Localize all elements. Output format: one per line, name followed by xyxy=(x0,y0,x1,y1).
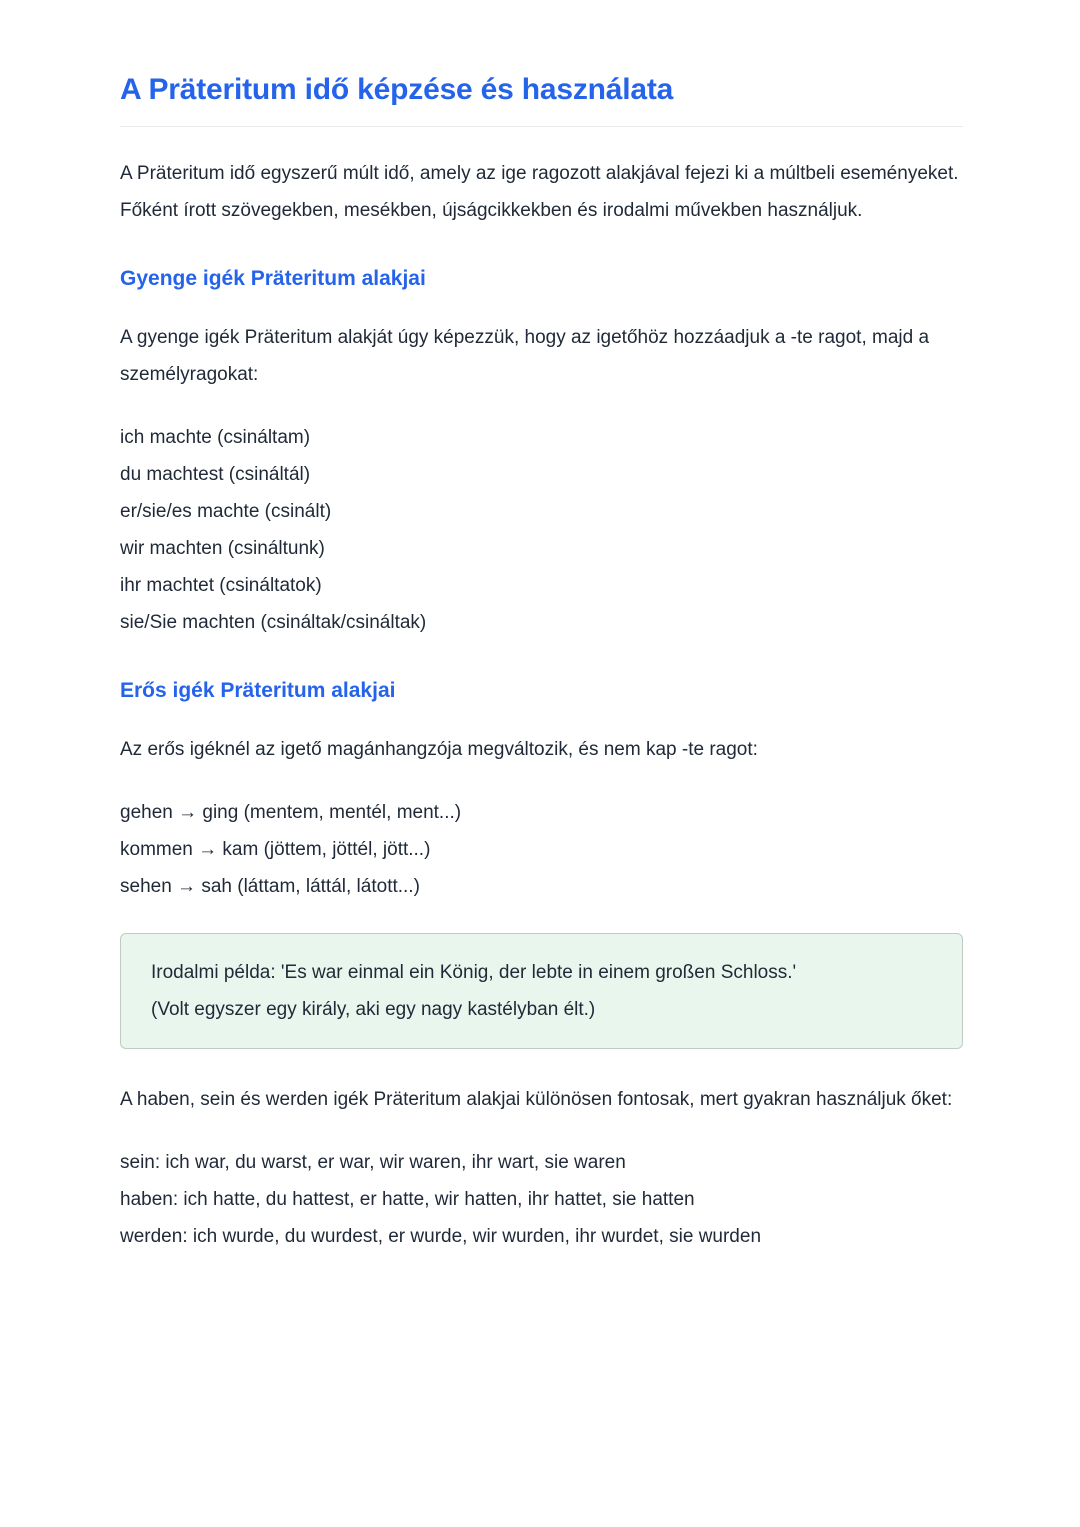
section-important-verbs xyxy=(120,1081,963,1255)
literary-example-callout xyxy=(120,933,963,1049)
weak-verbs-heading: Gyenge igék Präteritum alakjai xyxy=(120,267,426,290)
callout-translation: (Volt egyszer egy király, aki egy nagy kastélyban élt.) xyxy=(151,999,596,1020)
conjugation-line: ich machte (csináltam) xyxy=(120,427,311,448)
verb-example-line: kommen → kam (jöttem, jöttél, jött...) xyxy=(120,839,431,860)
strong-verbs-heading: Erős igék Präteritum alakjai xyxy=(120,679,396,702)
conjugation-line: sie/Sie machten (csináltak/csináltak) xyxy=(120,612,427,633)
important-verbs-paragraph: A haben, sein és werden igék Präteritum alakjai különösen fontosak, mert gyakran használjuk őket: xyxy=(120,1089,953,1110)
conjugation-line: er/sie/es machte (csinált) xyxy=(120,501,332,522)
verb-forms-line: werden: ich wurde, du wurdest, er wurde, wir wurden, ihr wurdet, sie wurden xyxy=(120,1226,762,1247)
conjugation-line: du machtest (csináltál) xyxy=(120,464,311,485)
intro-paragraph: A Präteritum idő egyszerű múlt idő, amely az ige ragozott alakjával fejezi ki a múltbeli eseményeket. Főként írott szövegekben, mesékben, újságcikkekben és irodalmi művekben használjuk. xyxy=(120,163,959,221)
section-weak-verbs xyxy=(120,265,963,641)
verb-forms-line: haben: ich hatte, du hattest, er hatte, wir hatten, ihr hattet, sie hatten xyxy=(120,1189,695,1210)
weak-verbs-conjugation-list xyxy=(120,419,963,641)
conjugation-line: ihr machtet (csináltatok) xyxy=(120,575,322,596)
weak-verbs-paragraph: A gyenge igék Präteritum alakját úgy képezzük, hogy az igetőhöz hozzáadjuk a -te ragot, majd a személyragokat: xyxy=(120,327,930,385)
verb-example-line: sehen → sah (láttam, láttál, látott...) xyxy=(120,876,420,897)
verb-forms-line: sein: ich war, du warst, er war, wir waren, ihr wart, sie waren xyxy=(120,1152,626,1173)
strong-verbs-paragraph: Az erős igéknél az igető magánhangzója megváltozik, és nem kap -te ragot: xyxy=(120,739,758,760)
callout-quote: Irodalmi példa: 'Es war einmal ein König, der lebte in einem großen Schloss.' xyxy=(151,962,797,983)
conjugation-line: wir machten (csináltunk) xyxy=(120,538,325,559)
strong-verbs-example-list xyxy=(120,794,963,905)
section-strong-verbs xyxy=(120,677,963,905)
page-title: A Präteritum idő képzése és használata xyxy=(120,73,674,106)
verb-example-line: gehen → ging (mentem, mentél, ment...) xyxy=(120,802,462,823)
title-divider xyxy=(120,126,963,127)
important-verbs-list xyxy=(120,1144,963,1255)
